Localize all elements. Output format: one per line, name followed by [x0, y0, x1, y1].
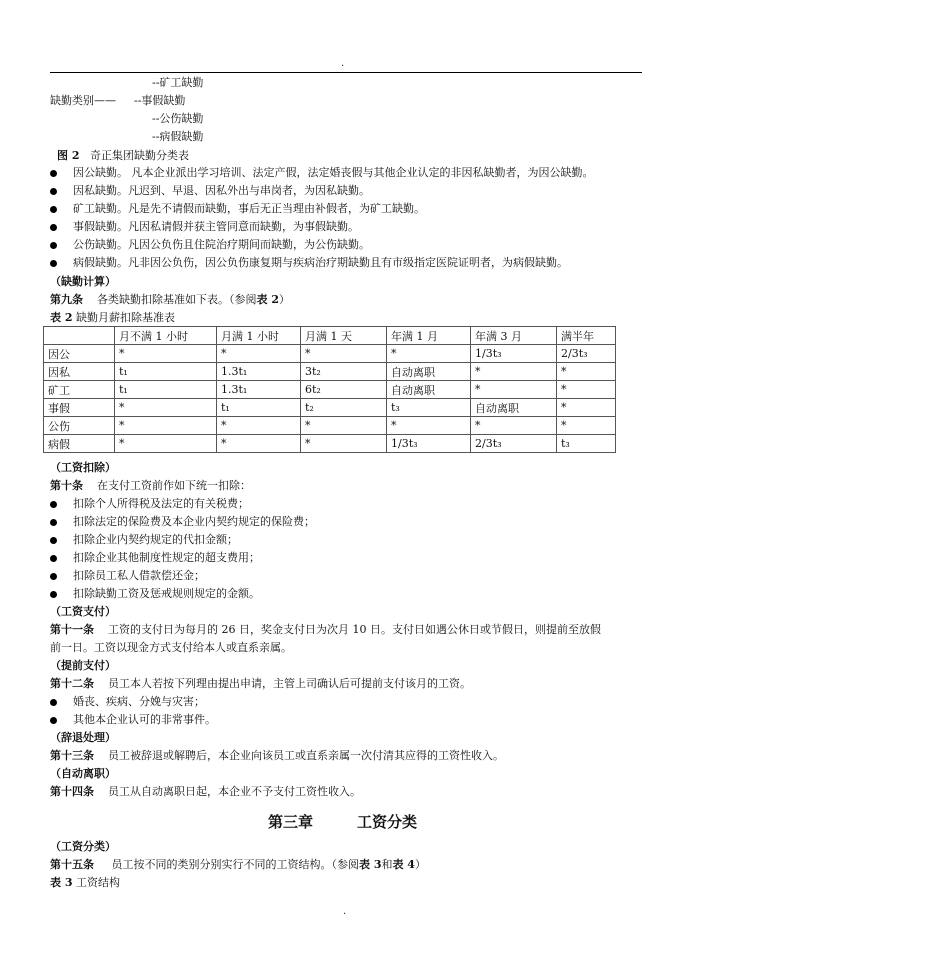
table-cell: 病假: [44, 435, 115, 453]
article-11-line-1: [50, 623, 601, 637]
definition-item: 矿工缺勤。凡是先不请假而缺勤，事后无正当理由补假者，为矿工缺勤。: [73, 202, 425, 215]
table-cell: t₃: [387, 399, 471, 417]
section-dismissal: （辞退处理）: [50, 731, 116, 744]
deduction-item: 扣除企业其他制度性规定的超支费用；: [73, 551, 260, 564]
article-12-label: 第十二条: [50, 677, 94, 690]
table-cell: *: [387, 345, 471, 363]
table-header-cell: 满半年: [557, 327, 616, 345]
table-cell: 1.3t₁: [217, 381, 301, 399]
table-cell: 1/3t₃: [471, 345, 557, 363]
table-cell: t₃: [557, 435, 616, 453]
definition-item: 病假缺勤。凡非因公负伤，因公负伤康复期与疾病治疗期缺勤且有市级指定医院证明者，为病假缺勤。: [73, 256, 568, 269]
table-cell: 自动离职: [387, 363, 471, 381]
article-9-text: 各类缺勤扣除基准如下表。（参阅: [97, 293, 257, 306]
tree-branch-4: --病假缺勤: [152, 130, 204, 143]
table-cell: *: [115, 399, 217, 417]
chapter-title: 工资分类: [357, 813, 418, 831]
article-14-text: 员工从自动离职日起，本企业不予支付工资性收入。: [108, 785, 361, 798]
table-cell: *: [557, 381, 616, 399]
article-9: [50, 293, 290, 307]
tree-branch-2: --事假缺勤: [134, 94, 186, 107]
bullet-icon: [50, 717, 57, 724]
advance-reason-item: 其他本企业认可的非常事件。: [73, 713, 216, 726]
article-11-text: 工资的支付日为每月的 26 日，奖金支付日为次月 10 日。支付日如遇公休日或节假日，则提前至放假: [108, 623, 601, 636]
table-cell: *: [471, 363, 557, 381]
table-cell: t₂: [301, 399, 387, 417]
table-cell: *: [115, 345, 217, 363]
table-cell: t₁: [217, 399, 301, 417]
table-cell: *: [471, 417, 557, 435]
table-cell: *: [115, 435, 217, 453]
table-header-cell: 年满 1 月: [387, 327, 471, 345]
chapter-number: 第三章: [268, 813, 314, 831]
table-cell: t₁: [115, 381, 217, 399]
table-cell: 自动离职: [471, 399, 557, 417]
tree-root: 缺勤类别——: [50, 94, 116, 107]
bullet-icon: [50, 573, 57, 580]
table-3-title: 工资结构: [75, 876, 120, 889]
figure-2-caption: [57, 149, 189, 163]
definition-item: 公伤缺勤。凡因公负伤且住院治疗期间而缺勤，为公伤缺勤。: [73, 238, 370, 251]
bullet-icon: [50, 170, 57, 177]
bullet-icon: [50, 501, 57, 508]
article-13: [50, 749, 504, 763]
article-15-label: 第十五条: [50, 858, 94, 871]
bullet-icon: [50, 699, 57, 706]
article-14-label: 第十四条: [50, 785, 94, 798]
table-cell: 因私: [44, 363, 115, 381]
section-payment: （工资支付）: [50, 605, 116, 618]
deduction-item: 扣除个人所得税及法定的有关税费；: [73, 497, 249, 510]
table-cell: *: [387, 417, 471, 435]
header-dot: .: [341, 58, 345, 69]
table-row: [44, 363, 616, 381]
article-15-text: 员工按不同的类别分别实行不同的工资结构。（参阅: [111, 858, 359, 871]
header-rule: [50, 72, 642, 73]
advance-reason-item: 婚丧、疾病、分娩与灾害；: [73, 695, 205, 708]
table-row: [44, 417, 616, 435]
table-row: [44, 435, 616, 453]
footer-dot: .: [343, 906, 347, 917]
table-2-title: 缺勤月薪扣除基准表: [75, 311, 175, 324]
deduction-item: 扣除缺勤工资及惩戒规则规定的金额。: [73, 587, 260, 600]
table-header-cell: 月满 1 小时: [217, 327, 301, 345]
table-cell: 1.3t₁: [217, 363, 301, 381]
article-15-and: 和: [381, 858, 393, 871]
tree-branch-3: --公伤缺勤: [152, 112, 204, 125]
table-cell: *: [301, 435, 387, 453]
figure-2-label: 图 2: [57, 149, 80, 162]
table-row: [44, 399, 616, 417]
table-cell: *: [471, 381, 557, 399]
article-10-text: 在支付工资前作如下统一扣除：: [97, 479, 251, 492]
deduction-item: 扣除员工私人借款偿还金；: [73, 569, 205, 582]
table-cell: 矿工: [44, 381, 115, 399]
table-cell: 3t₂: [301, 363, 387, 381]
table-cell: *: [115, 417, 217, 435]
table-header-row: [44, 327, 616, 345]
bullet-icon: [50, 188, 57, 195]
bullet-icon: [50, 224, 57, 231]
table-cell: *: [301, 345, 387, 363]
bullet-icon: [50, 206, 57, 213]
table-2-caption: [50, 311, 175, 325]
table-cell: *: [217, 345, 301, 363]
table-cell: 2/3t₃: [557, 345, 616, 363]
article-15-close: ）: [414, 858, 426, 871]
table-header-cell: 年满 3 月: [471, 327, 557, 345]
bullet-icon: [50, 555, 57, 562]
bullet-icon: [50, 537, 57, 544]
tree-branch-1: --矿工缺勤: [152, 76, 204, 89]
article-12: [50, 677, 471, 691]
table-3-label: 表 3: [50, 876, 73, 889]
table-cell: 1/3t₃: [387, 435, 471, 453]
table-cell: *: [557, 417, 616, 435]
table-cell: 事假: [44, 399, 115, 417]
article-11-label: 第十一条: [50, 623, 94, 636]
table-row: [44, 345, 616, 363]
article-14: [50, 785, 361, 799]
article-13-text: 员工被辞退或解聘后，本企业向该员工或直系亲属一次付清其应得的工资性收入。: [108, 749, 504, 762]
section-advance: （提前支付）: [50, 659, 116, 672]
table-3-reference: 表 3: [358, 858, 382, 871]
article-10-label: 第十条: [50, 479, 83, 492]
article-12-text: 员工本人若按下列理由提出申请，主管上司确认后可提前支付该月的工资。: [108, 677, 471, 690]
deduction-item: 扣除法定的保险费及本企业内契约规定的保险费；: [73, 515, 315, 528]
bullet-icon: [50, 519, 57, 526]
article-11-line-2: 前一日。工资以现金方式支付给本人或直系亲属。: [50, 641, 292, 654]
deduction-item: 扣除企业内契约规定的代扣金额；: [73, 533, 238, 546]
article-10: [50, 479, 251, 493]
table-cell: 自动离职: [387, 381, 471, 399]
figure-2-title: 奇正集团缺勤分类表: [89, 149, 189, 162]
definition-item: 因私缺勤。凡迟到、早退、因私外出与串岗者，为因私缺勤。: [73, 184, 370, 197]
table-cell: 因公: [44, 345, 115, 363]
definition-item: 因公缺勤。 凡本企业派出学习培训、法定产假，法定婚丧假与其他企业认定的非因私缺勤者，为因公缺勤。: [73, 166, 594, 179]
table-header-cell: [44, 327, 115, 345]
section-absence-calc: （缺勤计算）: [50, 275, 116, 288]
article-9-close: ）: [278, 293, 290, 306]
table-cell: 公伤: [44, 417, 115, 435]
table-2-reference: 表 2: [256, 293, 279, 306]
table-cell: *: [217, 435, 301, 453]
table-header-cell: 月不满 1 小时: [115, 327, 217, 345]
table-3-caption: [50, 876, 120, 890]
table-cell: *: [217, 417, 301, 435]
table-row: [44, 381, 616, 399]
section-deduction: （工资扣除）: [50, 461, 116, 474]
table-cell: *: [557, 399, 616, 417]
bullet-icon: [50, 260, 57, 267]
section-classification: （工资分类）: [50, 840, 116, 853]
bullet-icon: [50, 242, 57, 249]
article-9-label: 第九条: [50, 293, 83, 306]
table-cell: 6t₂: [301, 381, 387, 399]
table-4-reference: 表 4: [392, 858, 415, 871]
deduction-standard-table: [43, 326, 616, 453]
table-cell: *: [301, 417, 387, 435]
definition-item: 事假缺勤。凡因私请假并获主管同意而缺勤，为事假缺勤。: [73, 220, 359, 233]
article-13-label: 第十三条: [50, 749, 94, 762]
table-cell: t₁: [115, 363, 217, 381]
table-header-cell: 月满 1 天: [301, 327, 387, 345]
chapter-3-heading: [268, 811, 417, 832]
table-2-label: 表 2: [50, 311, 73, 324]
bullet-icon: [50, 591, 57, 598]
table-cell: 2/3t₃: [471, 435, 557, 453]
table-cell: *: [557, 363, 616, 381]
section-quit: （自动离职）: [50, 767, 116, 780]
article-15: [50, 858, 426, 872]
